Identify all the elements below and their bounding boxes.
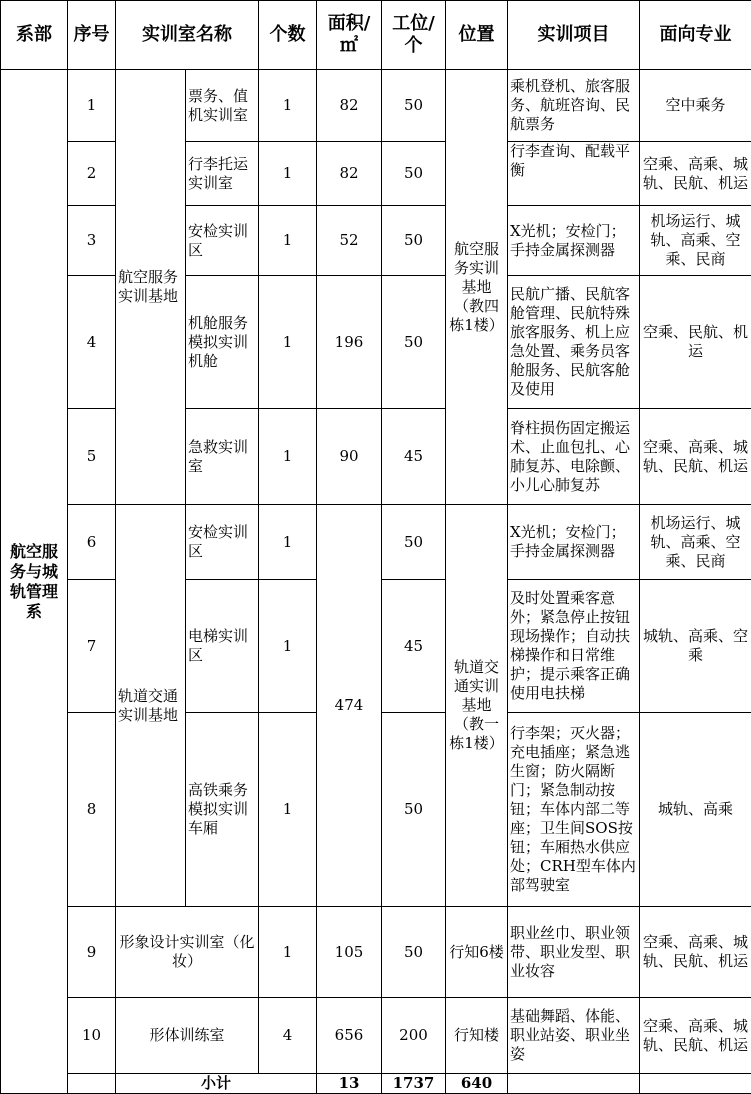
target-majors: 空中乘务 (640, 70, 751, 142)
subtotal-empty-location (508, 1074, 640, 1094)
table-row (1, 409, 751, 505)
room-count: 1 (259, 907, 317, 998)
room-name: 机舱服务模拟实训机舱 (186, 276, 259, 409)
base-cell-rail: 轨道交通实训基地 (116, 505, 186, 907)
subtotal-label: 小计 (116, 1074, 317, 1094)
location-r10: 行知楼 (446, 998, 508, 1074)
row-no: 9 (68, 907, 116, 998)
row-no: 2 (68, 142, 116, 206)
room-area: 82 (317, 142, 382, 206)
room-count: 1 (259, 142, 317, 206)
room-stations: 50 (382, 70, 446, 142)
room-count: 1 (259, 505, 317, 580)
room-name: 票务、值机实训室 (186, 70, 259, 142)
row-no: 1 (68, 70, 116, 142)
training-items: 行李查询、配载平衡 (508, 142, 640, 206)
row-no: 7 (68, 580, 116, 713)
room-count: 1 (259, 70, 317, 142)
target-majors: 机场运行、城轨、高乘、空乘、民商 (640, 206, 751, 276)
room-name: 安检实训区 (186, 206, 259, 276)
training-items: 职业丝巾、职业领带、职业发型、职业妆容 (508, 907, 640, 998)
location-aviation: 航空服务实训基地（教四栋1楼） (446, 70, 508, 505)
subtotal-empty-items (640, 1074, 751, 1094)
room-stations: 50 (382, 907, 446, 998)
header-area: 面积/㎡ (317, 1, 382, 70)
room-stations: 200 (382, 998, 446, 1074)
training-items: X光机；安检门；手持金属探测器 (508, 505, 640, 580)
training-items: 乘机登机、旅客服务、航班咨询、民航票务 (508, 70, 640, 142)
row-no: 3 (68, 206, 116, 276)
subtotal-count: 13 (317, 1074, 382, 1094)
room-name: 形象设计实训室（化妆） (116, 907, 259, 998)
table-row (1, 142, 751, 206)
target-majors: 机场运行、城轨、高乘、空乘、民商 (640, 505, 751, 580)
header-count: 个数 (259, 1, 317, 70)
room-area: 105 (317, 907, 382, 998)
header-no: 序号 (68, 1, 116, 70)
table-row (1, 276, 751, 409)
row-no: 6 (68, 505, 116, 580)
target-majors: 空乘、高乘、城轨、民航、机运 (640, 907, 751, 998)
table-row (1, 206, 751, 276)
target-majors: 空乘、高乘、城轨、民航、机运 (640, 409, 751, 505)
room-name: 急救实训室 (186, 409, 259, 505)
room-count: 1 (259, 409, 317, 505)
room-count: 1 (259, 713, 317, 907)
room-stations: 45 (382, 409, 446, 505)
header-row (1, 1, 751, 70)
room-stations: 50 (382, 713, 446, 907)
room-stations: 50 (382, 276, 446, 409)
training-items: X光机；安检门；手持金属探测器 (508, 206, 640, 276)
table-row (1, 70, 751, 142)
room-area: 82 (317, 70, 382, 142)
room-count: 1 (259, 206, 317, 276)
room-stations: 45 (382, 580, 446, 713)
training-items: 民航广播、民航客舱管理、民航特殊旅客服务、机上应急处置、乘务员客舱服务、民航客舱及使用 (508, 276, 640, 409)
room-count: 1 (259, 580, 317, 713)
room-area: 656 (317, 998, 382, 1074)
room-name: 形体训练室 (116, 998, 259, 1074)
header-room: 实训室名称 (116, 1, 259, 70)
room-count: 4 (259, 998, 317, 1074)
target-majors: 空乘、民航、机运 (640, 276, 751, 409)
room-name: 高铁乘务模拟实训车厢 (186, 713, 259, 907)
row-no: 8 (68, 713, 116, 907)
room-count: 1 (259, 276, 317, 409)
subtotal-spacer (68, 1074, 116, 1094)
row-no: 5 (68, 409, 116, 505)
training-items: 行李架；灭火器；充电插座；紧急逃生窗；防火隔断门；紧急制动按钮；车体内部二等座；卫生间SOS按钮；车厢热水供应处；CRH型车体内部驾驶室 (508, 713, 640, 907)
department-cell: 航空服务与城轨管理系 (1, 70, 68, 1094)
target-majors: 空乘、高乘、城轨、民航、机运 (640, 998, 751, 1074)
target-majors: 城轨、高乘 (640, 713, 751, 907)
header-dept: 系部 (1, 1, 68, 70)
header-location: 位置 (446, 1, 508, 70)
room-name: 安检实训区 (186, 505, 259, 580)
training-items: 脊柱损伤固定搬运术、止血包扎、心肺复苏、电除颤、小儿心肺复苏 (508, 409, 640, 505)
room-area: 196 (317, 276, 382, 409)
room-stations: 50 (382, 505, 446, 580)
row-no: 4 (68, 276, 116, 409)
table-row (1, 998, 751, 1074)
room-area: 52 (317, 206, 382, 276)
row-no: 10 (68, 998, 116, 1074)
header-majors: 面向专业 (640, 1, 751, 70)
room-area-rail-total: 474 (317, 505, 382, 907)
room-stations: 50 (382, 142, 446, 206)
table-row (1, 505, 751, 580)
header-items: 实训项目 (508, 1, 640, 70)
subtotal-row (1, 1074, 751, 1094)
room-stations: 50 (382, 206, 446, 276)
room-area: 90 (317, 409, 382, 505)
base-cell-aviation: 航空服务实训基地 (116, 70, 186, 505)
location-r9: 行知6楼 (446, 907, 508, 998)
subtotal-area: 1737 (382, 1074, 446, 1094)
target-majors: 城轨、高乘、空乘 (640, 580, 751, 713)
room-name: 电梯实训区 (186, 580, 259, 713)
header-stations: 工位/个 (382, 1, 446, 70)
table-row (1, 907, 751, 998)
training-items: 基础舞蹈、体能、职业站姿、职业坐姿 (508, 998, 640, 1074)
target-majors: 空乘、高乘、城轨、民航、机运 (640, 142, 751, 206)
location-rail: 轨道交通实训基地（教一栋1楼） (446, 505, 508, 907)
room-name: 行李托运实训室 (186, 142, 259, 206)
subtotal-stations: 640 (446, 1074, 508, 1094)
training-items: 及时处置乘客意外；紧急停止按钮现场操作；自动扶梯操作和日常维护；提示乘客正确使用电扶梯 (508, 580, 640, 713)
